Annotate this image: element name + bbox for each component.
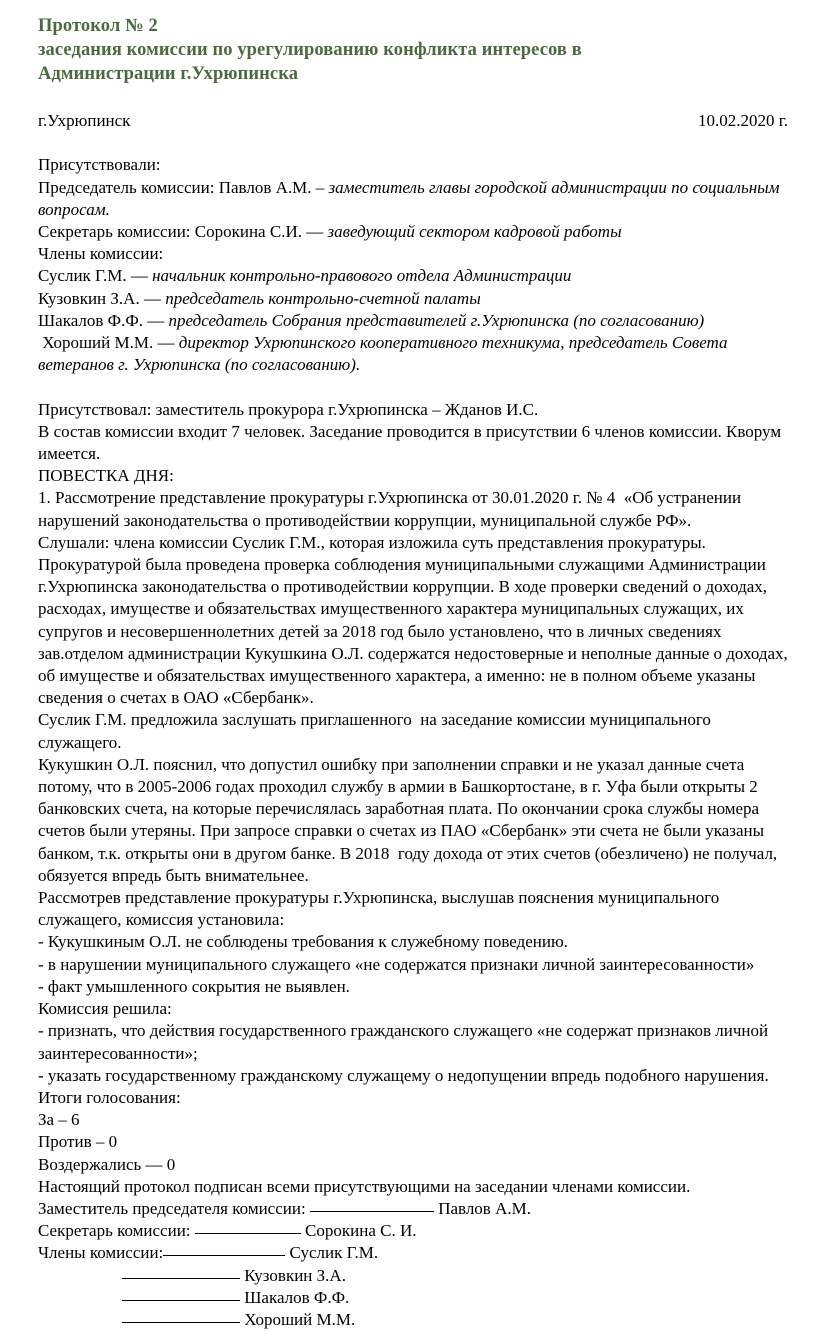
spacer <box>38 376 794 398</box>
member-name: Хороший М.М. — <box>38 333 179 353</box>
member-line <box>38 265 794 287</box>
signature-line[interactable] <box>310 1211 434 1212</box>
inspection-paragraph: Прокуратурой была проведена проверка соблюдения муниципальными служащими Администрации г.Ухрюпинска законодательства о противодействии коррупции. В ходе проверки сведений о доходах, расходах, имуществе и обязательствах имущественного характера муниципальных служащих, их супругов и несовершеннолетних детей за 2018 год было установлено, что в личных сведениях зав.отделом администрации Кукушкина О.Л. содержатся недостоверные и неполные данные о доходах, об имуществе и обязательствах имущественного характера, а именно: не в полном объеме указаны сведения о счетах в ОАО «Сбербанк». <box>38 555 793 708</box>
decision-item: - указать государственному гражданскому служащему о недопущении впредь подобного нарушения. <box>38 1065 769 1085</box>
quorum-line: В состав комиссии входит 7 человек. Заседание проводится в присутствии 6 членов комиссии. Кворум имеется. <box>38 421 786 464</box>
attendees-heading: Присутствовали: <box>38 155 161 175</box>
signature-name: Сорокина С. И. <box>300 1221 417 1241</box>
signature-row <box>38 1265 794 1287</box>
members-heading: Члены комиссии: <box>38 244 164 264</box>
member-name: Суслик Г.М. — <box>38 266 153 286</box>
chair-line <box>38 177 794 221</box>
member-position: председатель контрольно-счетной палаты <box>165 288 481 308</box>
voting-for: За – 6 <box>38 1110 80 1130</box>
decision-item: - признать, что действия государственного гражданского служащего «не содержат признаков личной заинтересованности»; <box>38 1021 773 1063</box>
finding-item: - Кукушкиным О.Л. не соблюдены требования к служебному поведению. <box>38 932 568 952</box>
signature-row <box>38 1198 794 1220</box>
signature-row <box>38 1309 794 1331</box>
title-line-3: Администрации г.Ухрюпинска <box>38 64 299 84</box>
signature-name: Шакалов Ф.Ф. <box>240 1287 350 1307</box>
signature-name: Кузовкин З.А. <box>240 1265 346 1285</box>
agenda-item-1: 1. Рассмотрение представление прокуратуры г.Ухрюпинска от 30.01.2020 г. № 4 «Об устранении нарушений законодательства о противодействии коррупции, муниципальной службе РФ». <box>38 488 746 530</box>
signature-name: Хороший М.М. <box>240 1309 356 1329</box>
signature-label: Заместитель председателя комиссии: <box>38 1198 310 1218</box>
title-line-1: Протокол № 2 <box>38 16 158 36</box>
place-date-row <box>38 110 794 132</box>
signed-statement: Настоящий протокол подписан всеми присутствующими на заседании членами комиссии. <box>38 1176 691 1196</box>
place-label: г.Ухрюпинск <box>38 111 131 130</box>
agenda-heading: ПОВЕСТКА ДНЯ: <box>38 466 174 486</box>
signature-line[interactable] <box>163 1255 285 1256</box>
secretary-line <box>38 221 794 243</box>
finding-item: - в нарушении муниципального служащего «не содержатся признаки личной заинтересованности» <box>38 954 755 974</box>
member-line <box>38 288 794 310</box>
signature-name: Суслик Г.М. <box>285 1243 379 1263</box>
member-position: директор Ухрюпинского кооперативного техникума, председатель Совета ветеранов г. Ухрюпинска (по согласованию). <box>38 333 732 375</box>
commission-established: Рассмотрев представление прокуратуры г.Ухрюпинска, выслушав пояснения муниципального служащего, комиссия установила: <box>38 888 724 930</box>
decision-heading: Комиссия решила: <box>38 999 172 1019</box>
member-name: Кузовкин З.А. — <box>38 288 166 308</box>
signature-line[interactable] <box>122 1322 240 1323</box>
date-label: 10.02.2020 г. <box>697 111 788 130</box>
signature-label: Члены комиссии: <box>38 1243 164 1263</box>
signature-line[interactable] <box>122 1300 240 1301</box>
attendees-block <box>38 154 794 376</box>
signature-name: Павлов А.М. <box>433 1198 531 1218</box>
signature-row <box>38 1287 794 1309</box>
spacer <box>38 132 794 154</box>
listened-line: Слушали: члена комиссии Суслик Г.М., которая изложила суть представления прокуратуры. <box>38 532 706 552</box>
finding-item: - факт умышленного сокрытия не выявлен. <box>38 976 350 996</box>
member-line <box>38 310 794 332</box>
chair-position: заместитель главы городской администрации по социальным вопросам. <box>38 177 784 219</box>
secretary-position: заведующий сектором кадровой работы <box>327 222 622 241</box>
proceedings-block <box>38 399 794 1198</box>
member-position: начальник контрольно-правового отдела Администрации <box>152 266 572 286</box>
member-line <box>38 332 794 376</box>
title-line-2: заседания комиссии по урегулированию конфликта интересов в <box>38 40 582 60</box>
member-position: председатель Собрания представителей г.Ухрюпинска (по согласованию) <box>168 310 705 330</box>
voting-against: Против – 0 <box>38 1132 118 1152</box>
member-name: Шакалов Ф.Ф. — <box>38 310 169 330</box>
voting-heading: Итоги голосования: <box>38 1087 181 1107</box>
signature-label: Секретарь комиссии: <box>38 1221 195 1241</box>
suslik-proposal: Суслик Г.М. предложила заслушать приглашенного на заседание комиссии муниципального служащего. <box>38 710 716 752</box>
prosecutor-line: Присутствовал: заместитель прокурора г.Ухрюпинска – Жданов И.С. <box>38 399 539 419</box>
signature-block <box>38 1198 794 1331</box>
page-title <box>38 14 794 86</box>
signature-line[interactable] <box>195 1233 301 1234</box>
secretary-role: Секретарь комиссии: Сорокина С.И. — <box>38 222 328 241</box>
chair-role: Председатель комиссии: Павлов А.М. – <box>38 177 329 197</box>
signature-line[interactable] <box>122 1278 240 1279</box>
signature-row <box>38 1220 794 1242</box>
voting-abstained: Воздержались — 0 <box>38 1154 176 1174</box>
kukushkin-explanation: Кукушкин О.Л. пояснил, что допустил ошибку при заполнении справки и не указал данные счета потому, что в 2005-2006 годах проходил службу в армии в Башкортостане, в г. Уфа были открыты 2 банковских счета, на которые перечислялась заработная плата. По окончании срока службы номера счетов были утеряны. При запросе справки о счетах из ПАО «Сбербанк» эти счета не были указаны банком, т.к. открыты они в другом банке. В 2018 году дохода от этих счетов (обезличено) не получал, обязуется впредь быть внимательнее. <box>38 754 782 885</box>
signature-row <box>38 1242 794 1264</box>
